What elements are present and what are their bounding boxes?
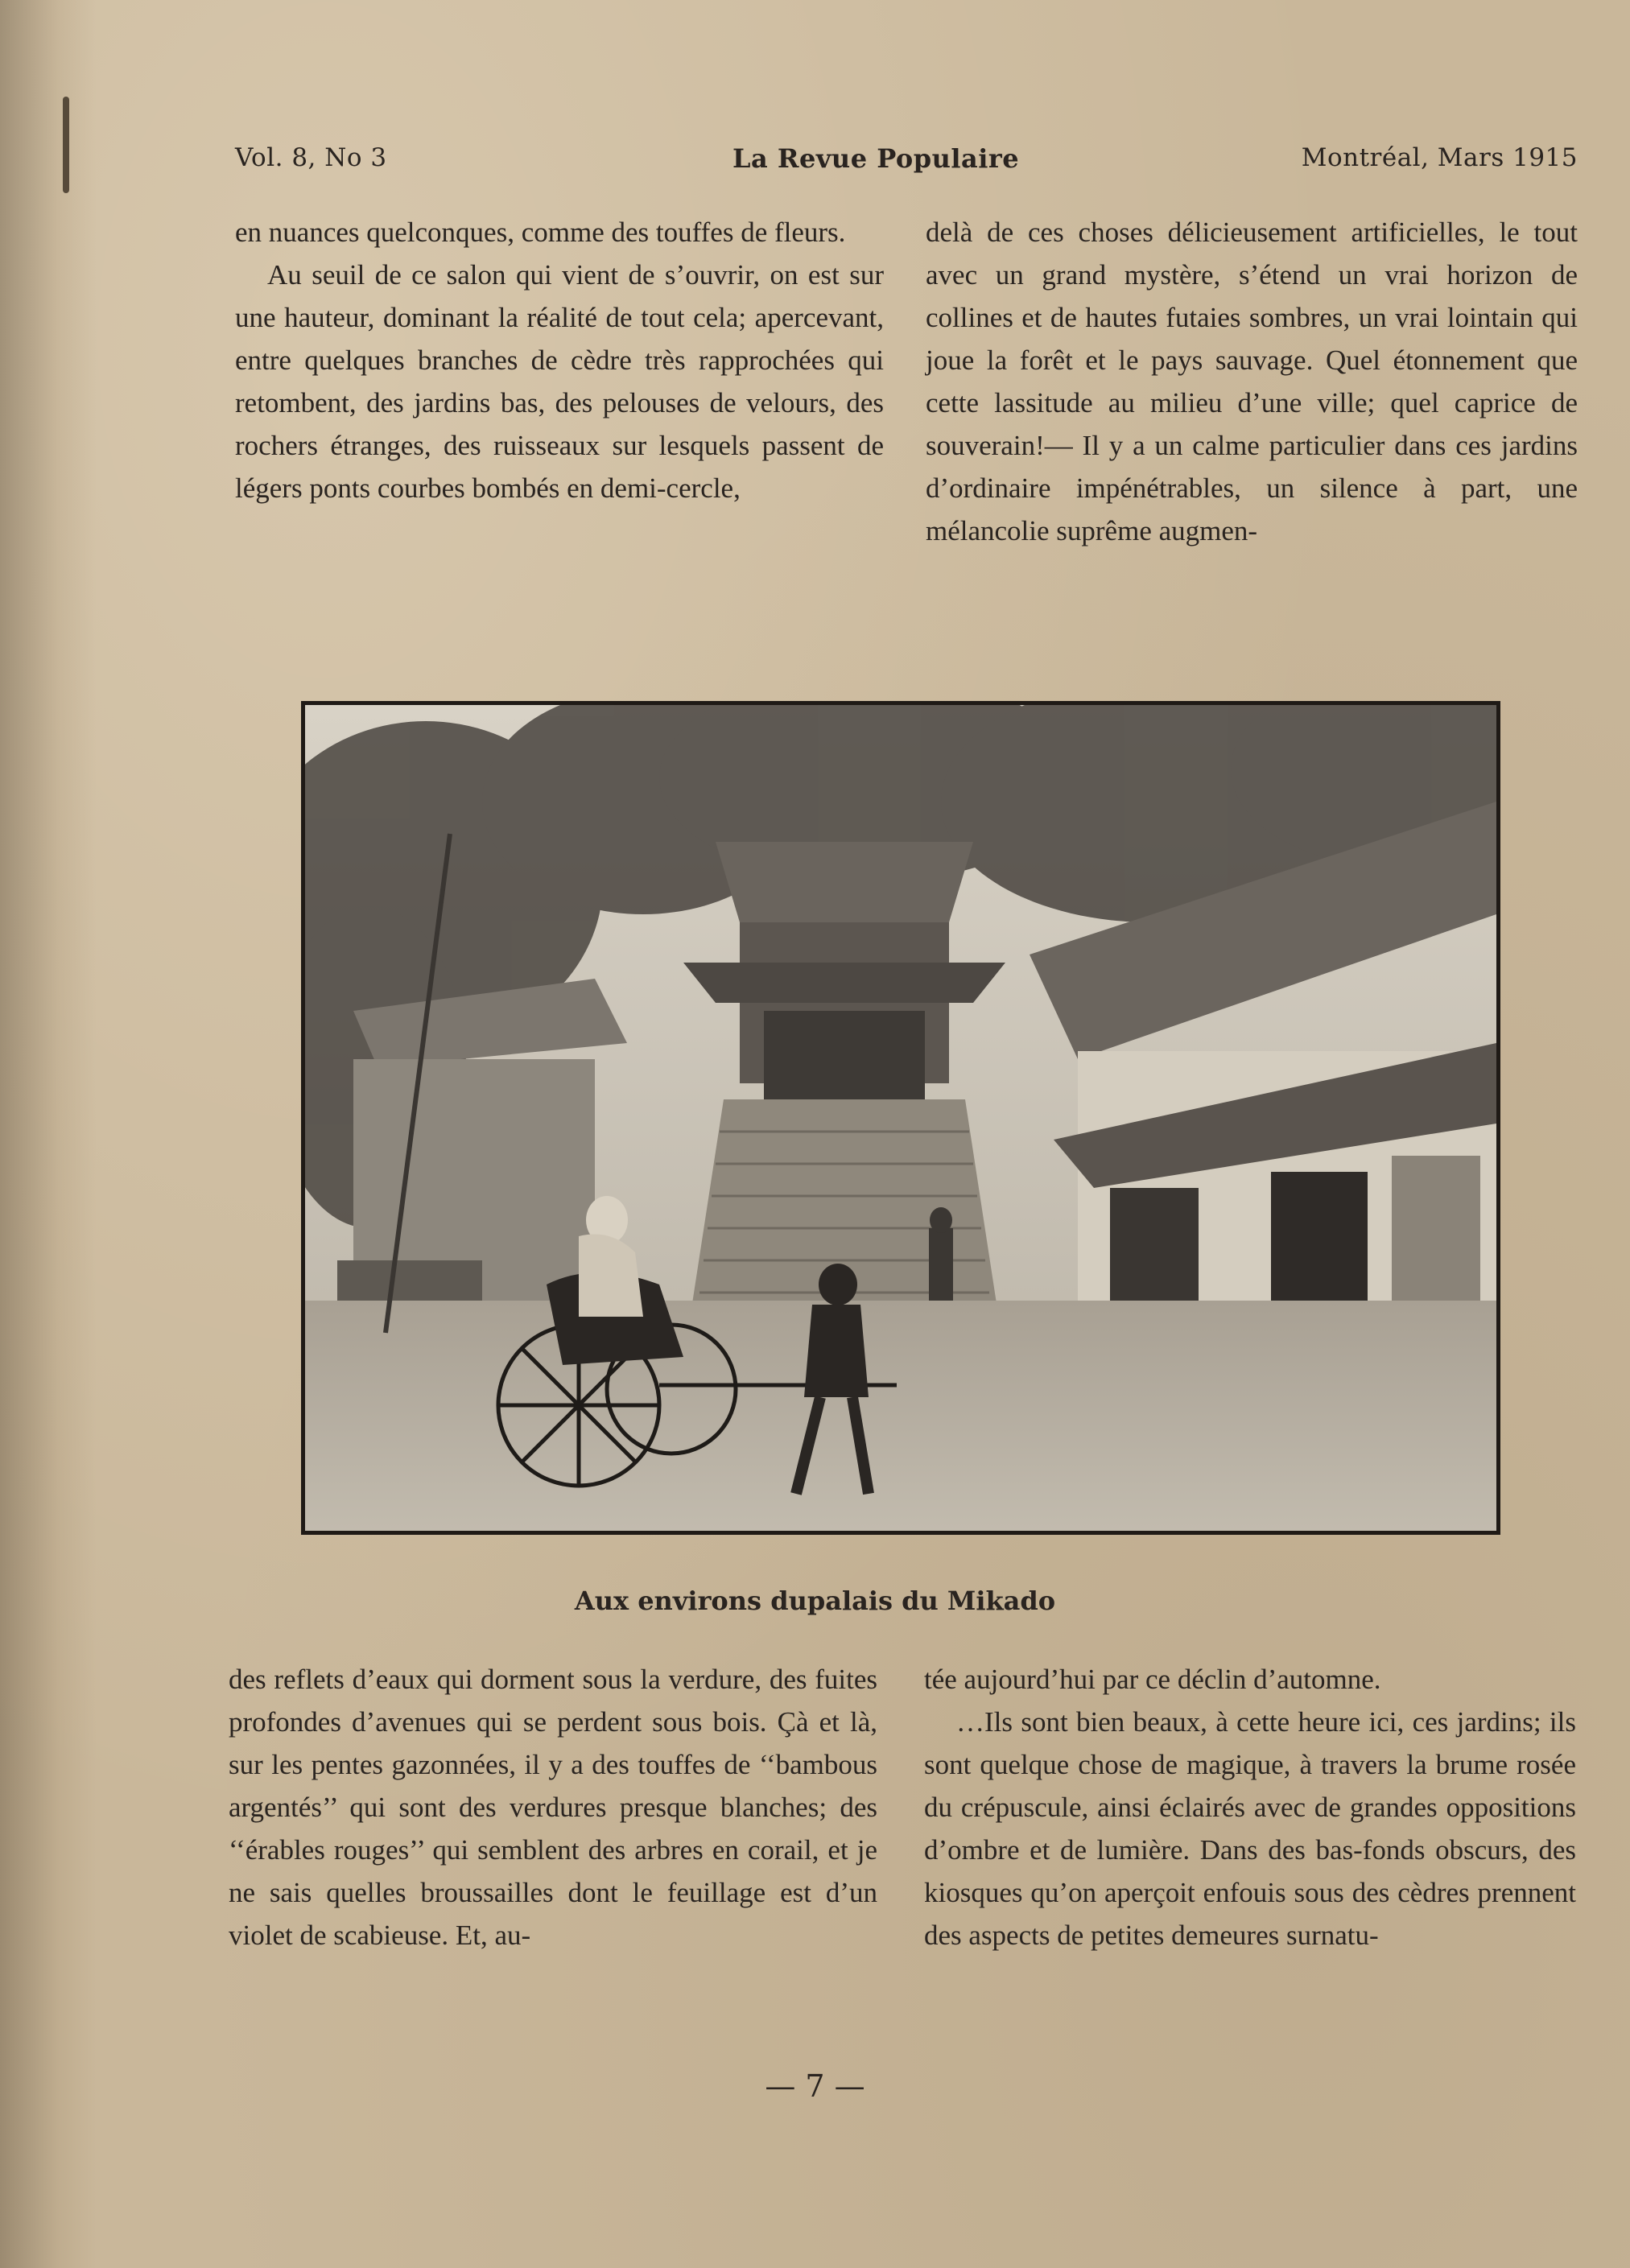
running-header bbox=[235, 143, 1578, 175]
paragraph: des reflets d’eaux qui dorment sous la verdure, des fuites profondes d’avenues qui se perdent sous bois. Çà et là, sur les pentes gazonnées, il y a des touffes de ‘‘bambous argentés’’ qui sont des verdures presque blanches; des ‘‘érables rouges’’ qui semblent des arbres en corail, et je ne sais quelles broussailles dont le feuillage est d’un violet de scabieuse. Et, au- bbox=[229, 1664, 877, 1951]
bottom-left-column bbox=[229, 1658, 877, 1957]
figure-caption: Aux environs dupalais du Mikado bbox=[574, 1586, 1056, 1616]
paragraph: tée aujourd’hui par ce déclin d’automne. bbox=[924, 1664, 1381, 1695]
paragraph: en nuances quelconques, comme des touffes de fleurs. bbox=[235, 216, 846, 248]
photograph bbox=[301, 701, 1500, 1535]
photo-jinrikisha-temple bbox=[305, 705, 1496, 1531]
paragraph: Au seuil de ce salon qui vient de s’ouvrir, on est sur une hauteur, dominant la réalité de tout cela; apercevant, entre quelques branches de cèdre très rapprochées qui retombent, des jardins bas, des pelouses de velours, des rochers étranges, des ruisseaux sur lesquels passent de légers ponts courbes bombés en demi-cercle, bbox=[235, 259, 884, 504]
page-number: — 7 — bbox=[765, 2068, 865, 2104]
binding-mark bbox=[63, 97, 69, 193]
top-right-column bbox=[926, 211, 1578, 552]
header-volume: Vol. 8, No 3 bbox=[235, 143, 387, 172]
header-place-date: Montréal, Mars 1915 bbox=[1301, 143, 1578, 172]
bottom-right-column bbox=[924, 1658, 1576, 1957]
paragraph: delà de ces choses délicieusement artificielles, le tout avec un grand mystère, s’étend un vrai horizon de collines et de hautes futaies sombres, un vrai lointain qui joue la forêt et le pays sauvage. Quel étonnement que cette lassitude au milieu d’une ville; quel caprice de souverain!— Il y a un calme particulier dans ces jardins d’ordinaire impénétrables, un silence à part, une mélancolie suprême augmen- bbox=[926, 216, 1578, 546]
paragraph: …Ils sont bien beaux, à cette heure ici, ces jardins; ils sont quelque chose de magique, à travers la brume rosée du crépuscule, ainsi éclairés avec de grandes oppositions d’ombre et de lumière. Dans des bas-fonds obscurs, des kiosques qu’on aperçoit enfouis sous des cèdres prennent des aspects de petites demeures surnatu- bbox=[924, 1706, 1576, 1951]
header-publication: La Revue Populaire bbox=[732, 143, 1020, 174]
top-left-column bbox=[235, 211, 884, 509]
page-spine-shadow bbox=[0, 0, 97, 2268]
